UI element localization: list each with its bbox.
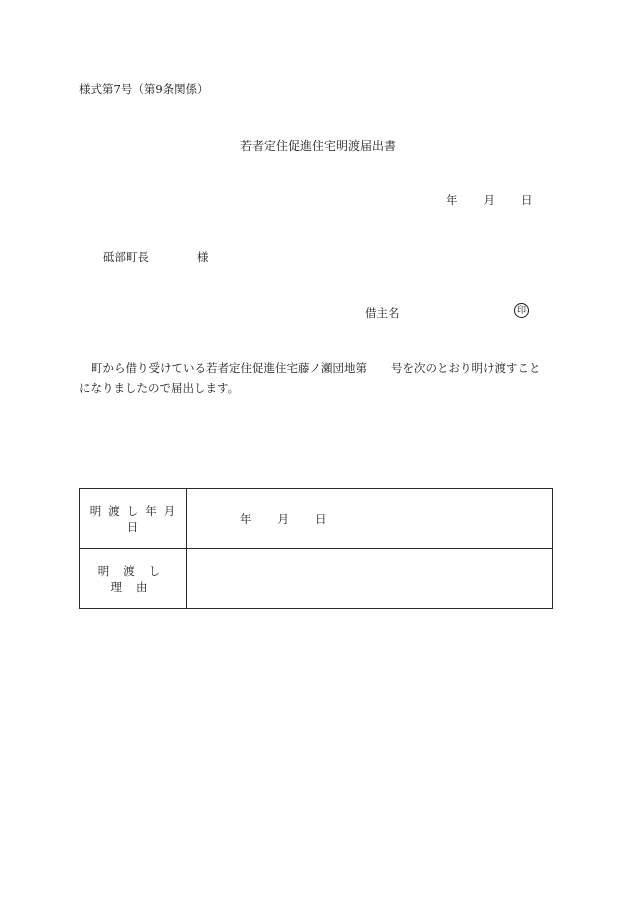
addressee-name: 砥部町長 [103,250,149,264]
vacate-year: 年 [240,511,252,526]
vacate-date-label: 明渡し年月日 [80,489,187,549]
notice-line-1-before: 町から借り受けている若者定住促進住宅藤ノ瀬団地第 [91,361,367,375]
table-row [80,549,553,609]
vacating-info-table [79,488,553,609]
form-number: 様式第7号（第9条関係） [79,82,209,96]
vacate-reason-field[interactable] [187,549,553,609]
notice-line-2: になりましたので届出します。 [79,381,240,395]
vacate-month: 月 [277,511,289,526]
date-year: 年 [446,193,458,207]
notice-body [79,358,555,398]
addressee-honorific: 様 [197,250,209,264]
vacate-day: 日 [315,511,327,526]
notice-line-1 [79,358,555,378]
date-month: 月 [483,193,495,207]
table-row [80,489,553,549]
seal-mark: 印 [514,303,529,318]
date-day: 日 [521,193,533,207]
submission-date [446,192,533,208]
notice-line-1-after: 号を次のとおり明け渡すこと [391,361,541,375]
borrower-name-label: 借主名 [365,306,400,320]
vacate-reason-label: 明渡し理由 [80,549,187,609]
document-title: 若者定住促進住宅明渡届出書 [240,139,397,153]
vacate-date-field[interactable] [187,489,553,549]
addressee [103,249,209,265]
